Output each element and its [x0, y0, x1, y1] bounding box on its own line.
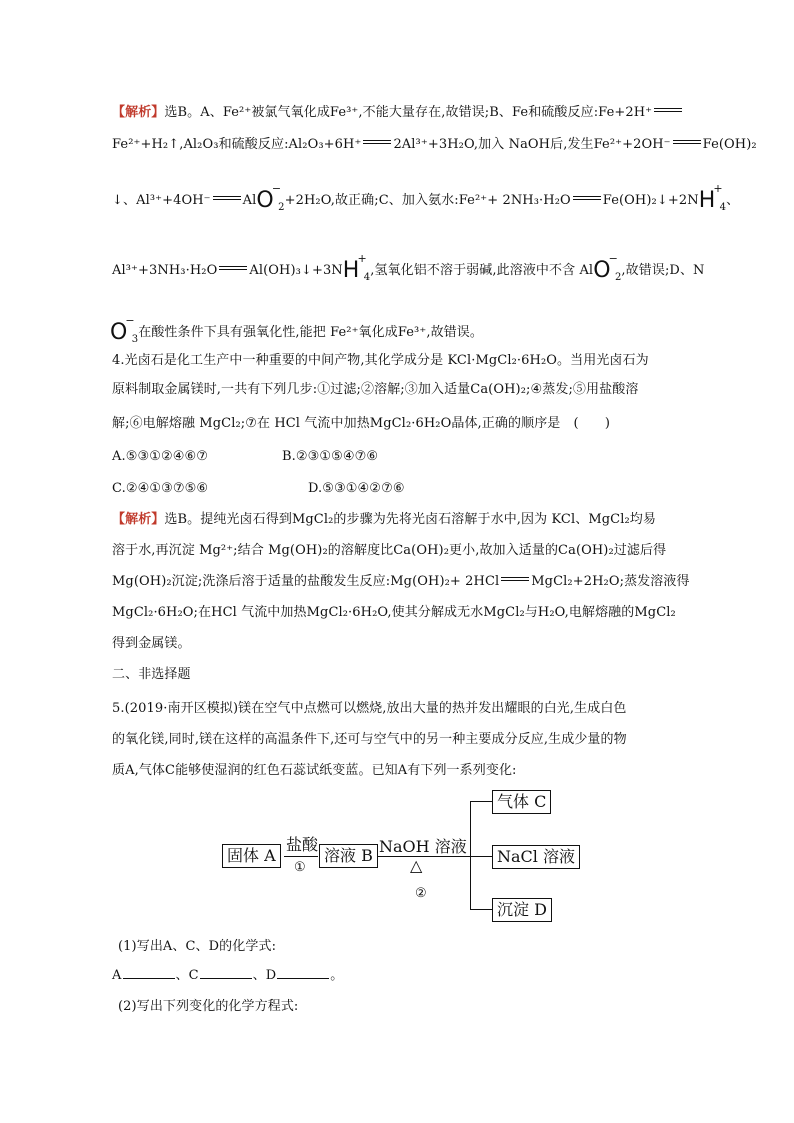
step-1: ① [294, 860, 306, 875]
blank-d[interactable] [277, 968, 329, 979]
analysis1-line3: ↓、Al³⁺+4OH⁻ AlO−$_2$+2H₂O,故正确;C、加入氨水:Fe²⁺+ 2NH₃·H₂O $Fe(OH)_2↓+2NH^+_4$、 [112, 182, 740, 213]
arrow-1-line [284, 856, 318, 857]
analysis1-line4: Al³⁺+3NH₃·H₂O $Al(OH)_3↓+3NH^+_4$,氢氧化铝不溶于弱碱,此溶液中不含 AlO−$_2$,故错误;D、N [112, 252, 705, 283]
reagent-hcl: 盐酸 [286, 835, 319, 854]
step-2: ② [415, 886, 427, 901]
question5-line3: 质A,气体C能够使湿润的红色石蕊试纸变蓝。已知A有下列一系列变化: [112, 763, 517, 778]
branch-to-precip [470, 909, 492, 910]
branch-line [470, 801, 471, 909]
heat-symbol: △ [410, 856, 423, 875]
analysis2-line1: 【解析】选B。提纯光卤石得到MgCl₂的步骤为先将光卤石溶解于水中,因为 KCl、MgCl₂均易 [112, 512, 656, 527]
equals-sign [363, 140, 391, 144]
option-c: C.②④①③⑦⑤⑥ [112, 481, 209, 496]
sub-question-2: (2)写出下列变化的化学方程式: [118, 999, 299, 1014]
box-solid-a: 固体 A [222, 844, 281, 868]
equals-sign [219, 266, 247, 270]
analysis1-line5: $O^-_3$在酸性条件下具有强氧化性,能把 Fe²⁺氧化成Fe³⁺,故错误。 [110, 314, 483, 345]
question4-line3: 解;⑥电解熔融 MgCl₂;⑦在 HCl 气流中加热MgCl₂·6H₂O晶体,正确的顺序是 ( ) [112, 416, 611, 431]
box-solution-b: 溶液 B [319, 844, 378, 868]
analysis-tag: 【解析】 [112, 105, 165, 120]
analysis2-line2: 溶于水,再沉淀 Mg²⁺;结合 Mg(OH)₂的溶解度比Ca(OH)₂更小,故加入适量的Ca(OH)₂过滤后得 [112, 543, 667, 558]
analysis-tag: 【解析】 [112, 512, 165, 527]
analysis2-line4: MgCl₂·6H₂O;在HCl 气流中加热MgCl₂·6H₂O,使其分解成无水MgCl₂与H₂O,电解熔融的MgCl₂ [112, 605, 676, 620]
analysis2-line3: Mg(OH)₂沉淀;洗涤后溶于适量的盐酸发生反应:Mg(OH)₂+ 2HCl MgCl₂+2H₂O;蒸发溶液得 [112, 574, 690, 589]
sub-question-1: (1)写出A、C、D的化学式: [118, 939, 277, 954]
box-gas-c: 气体 C [492, 790, 551, 814]
arrow-2-line [378, 856, 470, 857]
nitrate-o: O [110, 320, 128, 345]
branch-to-nacl [470, 856, 492, 857]
aluminate-o: O [256, 188, 274, 213]
analysis1-line2: Fe²⁺+H₂↑,Al₂O₃和硫酸反应:Al₂O₃+6H⁺ 2Al³⁺+3H₂O,加入 NaOH后,发生Fe²⁺+2OH⁻ Fe(OH)₂ [112, 137, 757, 152]
equals-sign [673, 140, 701, 144]
reagent-naoh: NaOH 溶液 [379, 837, 467, 856]
aluminate-o: O [593, 258, 611, 283]
ammonium-h: H [698, 188, 716, 213]
ammonium-h: H [342, 258, 360, 283]
question4-line2: 原料制取金属镁时,一共有下列几步:①过滤;②溶解;③加入适量Ca(OH)₂;④蒸发;⑤用盐酸溶 [112, 382, 639, 397]
question4-line1: 4.光卤石是化工生产中一种重要的中间产物,其化学成分是 KCl·MgCl₂·6H₂O。当用光卤石为 [112, 353, 649, 368]
box-nacl-solution: NaCl 溶液 [492, 845, 580, 869]
equals-sign [573, 196, 601, 200]
analysis1-line1: 【解析】选B。A、Fe²⁺被氯气氧化成Fe³⁺,不能大量存在,故错误;B、Fe和硫酸反应:Fe+2H⁺ [112, 104, 684, 122]
blank-a[interactable] [123, 968, 175, 979]
blank-c[interactable] [200, 968, 252, 979]
box-precipitate-d: 沉淀 D [492, 898, 552, 922]
option-b: B.②③①⑤④⑦⑥ [282, 449, 379, 464]
option-d: D.⑤③①④②⑦⑥ [308, 481, 405, 496]
equals-sign [501, 577, 529, 581]
equals-sign [654, 108, 682, 112]
section-title: 二、非选择题 [112, 667, 191, 682]
question5-line2: 的氧化镁,同时,镁在这样的高温条件下,还可与空气中的另一种主要成分反应,生成少量的物 [112, 732, 627, 747]
option-a: A.⑤③①②④⑥⑦ [112, 449, 209, 464]
branch-to-gas [470, 801, 492, 802]
question5-line1: 5.(2019·南开区模拟)镁在空气中点燃可以燃烧,放出大量的热并发出耀眼的白光,生成白色 [112, 701, 627, 716]
equals-sign [213, 196, 241, 200]
answer-line-1: A 、C 、D 。 [112, 968, 344, 983]
analysis2-line5: 得到金属镁。 [112, 636, 191, 651]
reaction-flow-diagram [222, 786, 582, 924]
